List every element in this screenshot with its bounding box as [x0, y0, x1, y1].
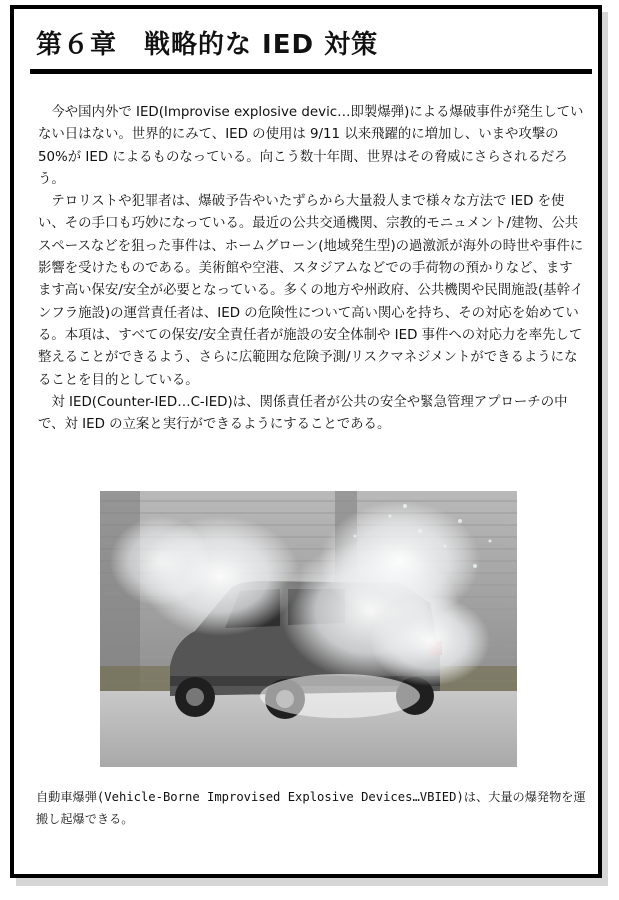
paragraph-2: テロリストや犯罪者は、爆破予告やいたずらから大量殺人まで様々な方法で IED を使い、その手口も巧妙になっている。最近の公共交通機関、宗教的モニュメント/建物、公共スペースなどを狙った事件は、ホームグローン(地域発生型)の過激派が海外の時世や事件に影響を受けたものである。美術館や空港、スタジアムなどでの手荷物の預かりなど、ますます高い保安/安全が必要となっている。多くの地方や州政府、公共機関や民間施設(基幹インフラ施設)の運営責任者は、IED の危険性について高い関心を持ち、その対応を始めている。本項は、すべての保安/安全責任者が施設の安全体制や IED 事件への対応力を率先して整えることができるよう、さらに広範囲な危険予測/リスクマネジメントができるようになることを目的としている。	[38, 194, 584, 388]
vehicle-explosion-image	[100, 491, 517, 767]
page-shadow-right	[602, 12, 608, 884]
photo-caption: 自動車爆弾(Vehicle-Borne Improvised Explosive Devices…VBIED)は、大量の爆発物を運搬し起爆できる。	[36, 790, 586, 826]
vehicle-explosion-photo	[100, 491, 517, 767]
title-rule	[30, 69, 592, 74]
paragraph-3: 対 IED(Counter-IED…C-IED)は、関係責任者が公共の安全や緊急管理アプローチの中で、対 IED の立案と実行ができるようにすることである。	[38, 394, 568, 433]
chapter-title: 第６章 戦略的な IED 対策	[36, 30, 379, 60]
body-text	[38, 102, 586, 436]
page-shadow-bottom	[16, 878, 608, 886]
paragraph-1: 今や国内外で IED(Improvise explosive devic…即製爆弾)による爆破事件が発生していない日はない。世界的にみて、IED の使用は 9/11 以来飛躍的に増加し、いまや攻撃の 50%が IED によるものなっている。向こう数十年間、世界はその脅威にさらされるだろう。	[38, 105, 584, 187]
